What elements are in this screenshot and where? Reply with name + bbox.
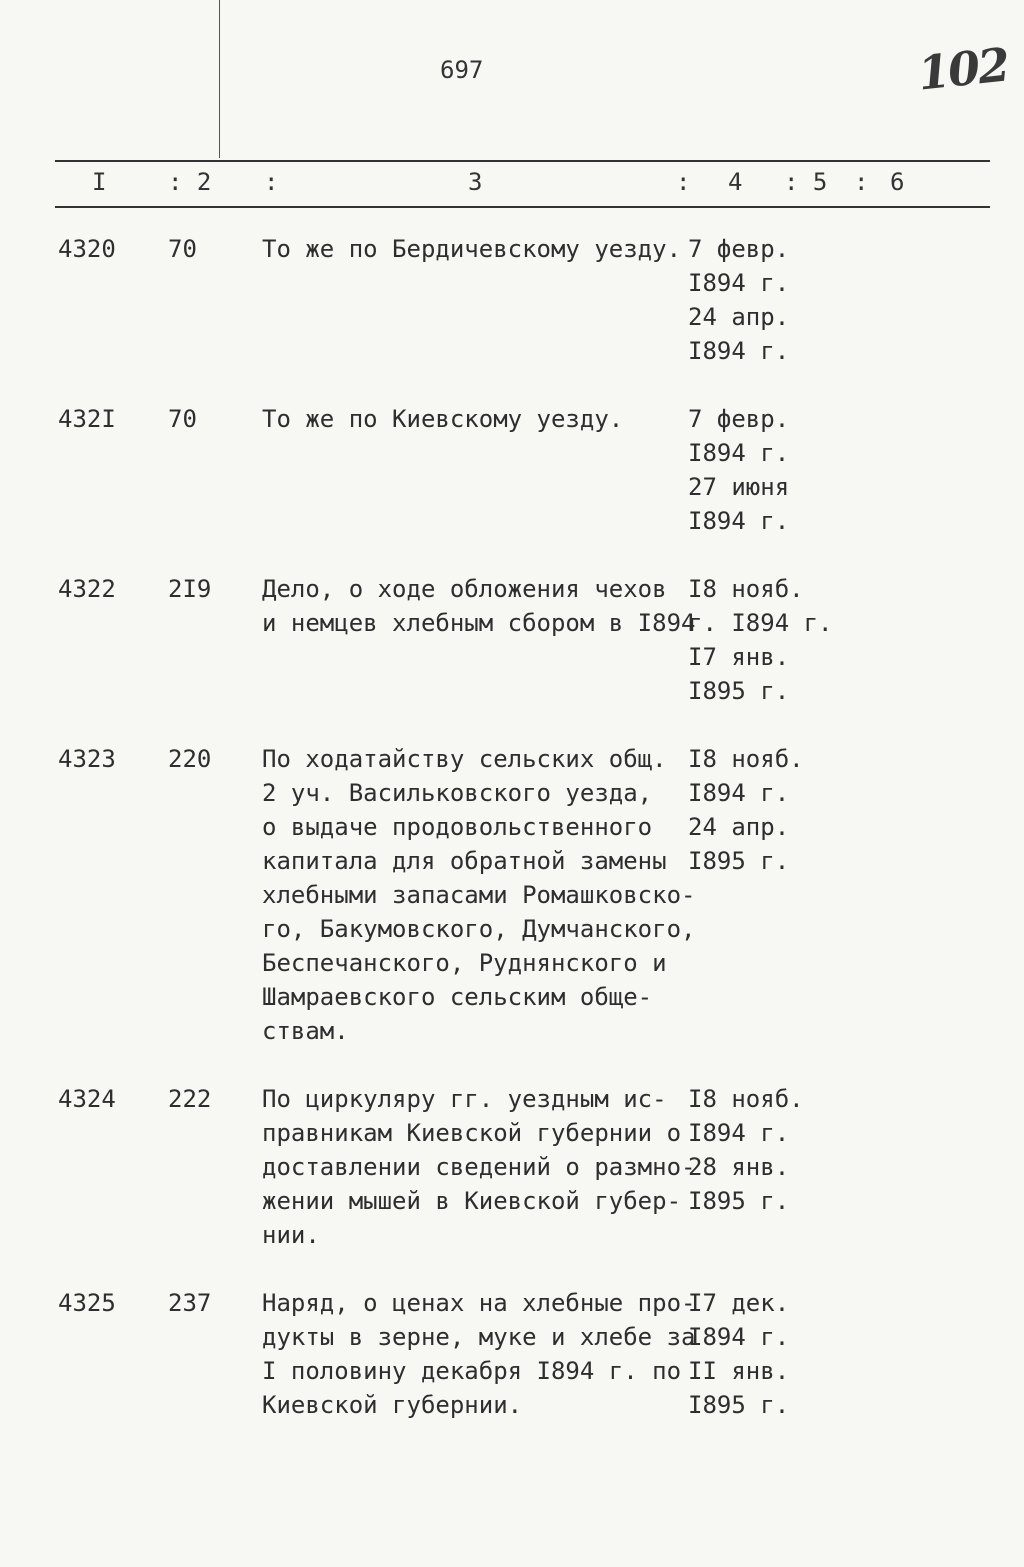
column-header-4: 4 <box>728 168 743 196</box>
page-number: 697 <box>440 56 484 84</box>
column-header-5: : 5 <box>784 168 828 196</box>
sheet-count: 222 <box>168 1085 212 1113</box>
column-separator: : <box>676 168 691 196</box>
case-title: Наряд, о ценах на хлебные про- дукты в зерне, муке и хлебе за I половину декабря I894 г. по Киевской губернии. <box>262 1289 696 1419</box>
column-separator: : <box>854 168 869 196</box>
sheet-count: 70 <box>168 235 197 263</box>
column-separator: : <box>264 168 279 196</box>
sheet-count: 2I9 <box>168 575 212 603</box>
sheet-count: 70 <box>168 405 197 433</box>
case-dates: I8 нояб. г. I894 г. I7 янв. I895 г. <box>688 575 833 705</box>
case-title: То же по Бердичевскому уезду. <box>262 235 682 263</box>
column-header-2: : 2 <box>168 168 212 196</box>
case-number: 4323 <box>58 745 116 773</box>
case-dates: I7 дек. I894 г. II янв. I895 г. <box>688 1289 790 1419</box>
binding-margin-line <box>219 0 220 158</box>
case-dates: 7 февр. I894 г. 24 апр. I894 г. <box>688 235 790 365</box>
case-number: 4320 <box>58 235 116 263</box>
case-number: 4324 <box>58 1085 116 1113</box>
table-header-rule <box>55 206 990 208</box>
column-header-1: I <box>92 168 107 196</box>
table-top-rule <box>55 160 990 162</box>
case-dates: I8 нояб. I894 г. 28 янв. I895 г. <box>688 1085 804 1215</box>
case-dates: I8 нояб. I894 г. 24 апр. I895 г. <box>688 745 804 875</box>
handwritten-archive-number: 102 <box>915 37 1011 101</box>
case-title: По циркуляру гг. уездным ис- правникам Киевской губернии о доставлении сведений о размно- жении мышей в Киевской губер- нии. <box>262 1085 696 1249</box>
sheet-count: 220 <box>168 745 212 773</box>
case-number: 4325 <box>58 1289 116 1317</box>
column-header-6: 6 <box>890 168 905 196</box>
case-title: То же по Киевскому уезду. <box>262 405 624 433</box>
case-number: 4322 <box>58 575 116 603</box>
case-title: Дело, о ходе обложения чехов и немцев хлебным сбором в I894 <box>262 575 696 637</box>
case-title: По ходатайству сельских общ. 2 уч. Васильковского уезда, о выдаче продовольственного капитала для обратной замены хлебными запасами Ромашковско- го, Бакумовского, Думчанского, Беспечанского, Руднянского и Шамраевского сельским обще- ствам. <box>262 745 696 1045</box>
case-number: 432I <box>58 405 116 433</box>
column-header-3: 3 <box>468 168 483 196</box>
sheet-count: 237 <box>168 1289 212 1317</box>
case-dates: 7 февр. I894 г. 27 июня I894 г. <box>688 405 790 535</box>
